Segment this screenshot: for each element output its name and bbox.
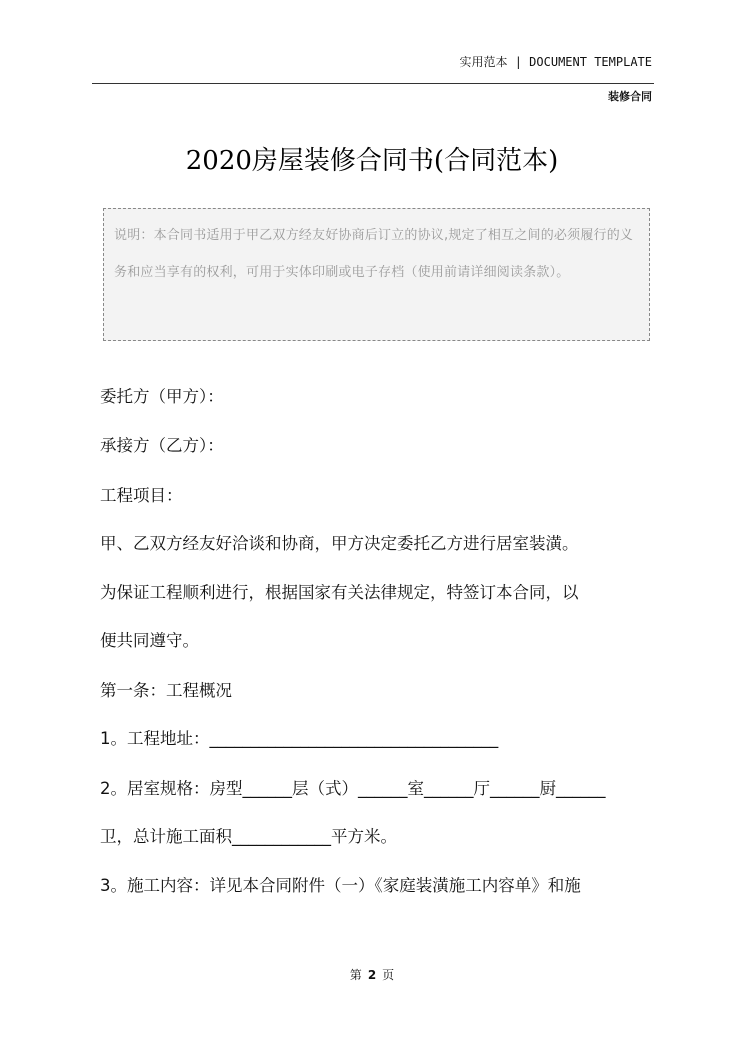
header-category: 装修合同 xyxy=(608,90,652,103)
paragraph-line: 甲、乙双方经友好洽谈和协商，甲方决定委托乙方进行居室装潢。 xyxy=(100,534,579,553)
project-line: 工程项目： xyxy=(100,486,183,505)
clause-layout: 2。居室规格：房型______层（式）______室______厅______厨______ xyxy=(100,779,606,798)
article-heading: 第一条：工程概况 xyxy=(100,681,232,700)
page-footer xyxy=(0,966,744,983)
notice-box xyxy=(103,208,650,341)
paragraph-line: 便共同遵守。 xyxy=(100,631,199,650)
header-brand: 实用范本 | DOCUMENT TEMPLATE xyxy=(459,55,652,69)
clause-area: 卫，总计施工面积____________平方米。 xyxy=(100,827,397,846)
party-b-line: 承接方（乙方）： xyxy=(100,436,224,455)
header-divider xyxy=(92,83,654,84)
footer-prefix: 第 xyxy=(349,968,362,982)
party-a-line: 委托方（甲方）： xyxy=(100,387,224,406)
footer-suffix: 页 xyxy=(382,968,395,982)
page-number: 2 xyxy=(367,968,377,982)
document-title: 2020房屋装修合同书(合同范本) xyxy=(185,146,559,176)
clause-address: 1。工程地址：___________________________________ xyxy=(100,729,499,748)
paragraph-line: 为保证工程顺利进行，根据国家有关法律规定，特签订本合同，以 xyxy=(100,583,579,602)
notice-text: 说明：本合同书适用于甲乙双方经友好协商后订立的协议,规定了相互之间的必须履行的义务和应当享有的权利，可用于实体印刷或电子存档（使用前请详细阅读条款）。 xyxy=(114,228,634,280)
clause-content: 3。施工内容：详见本合同附件（一）《家庭装潢施工内容单》和施 xyxy=(100,876,581,895)
